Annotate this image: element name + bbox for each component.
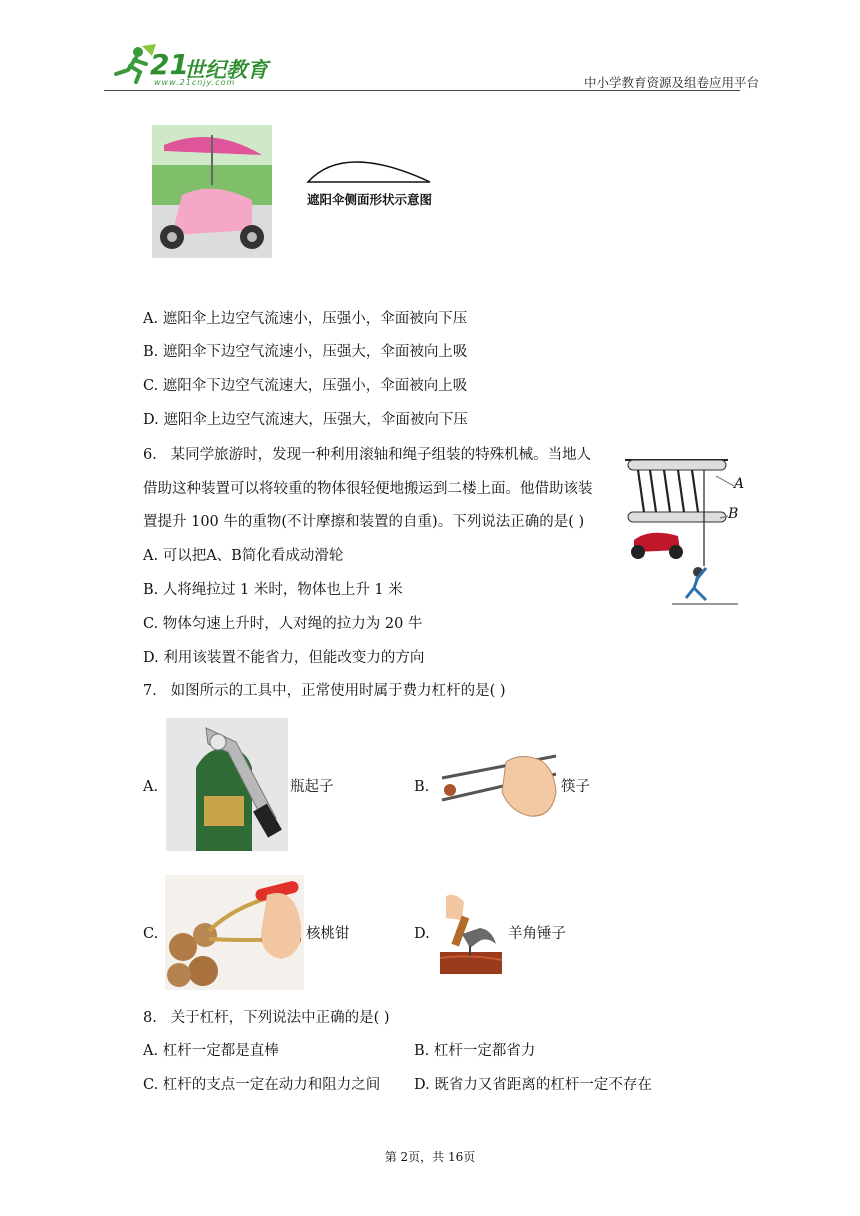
logo-number: 21 xyxy=(150,48,189,81)
q6-stem-line-3: 置提升 100 牛的重物(不计摩擦和装置的自重)。下列说法正确的是( ) xyxy=(143,514,585,530)
q8-stem xyxy=(143,1008,390,1028)
logo-url: www.21cnjy.com xyxy=(154,78,236,87)
claw-hammer-figure xyxy=(440,892,504,974)
q6-option-c xyxy=(143,614,422,634)
q6-option-b xyxy=(143,580,403,600)
q7-option-c-label: 核桃钳 xyxy=(306,926,350,942)
q7-option-d-label: 羊角锤子 xyxy=(508,926,566,942)
q7-text: 如图所示的工具中，正常使用时属于费力杠杆的是( ) xyxy=(170,683,506,699)
option-letter: D. xyxy=(414,1077,430,1093)
umbrella-profile-diagram xyxy=(304,148,434,186)
option-letter: B. xyxy=(143,582,159,598)
option-letter: A. xyxy=(143,311,159,327)
option-text: 人将绳拉过 1 米时，物体也上升 1 米 xyxy=(162,582,403,598)
q5-option-c xyxy=(143,376,467,396)
scooter-umbrella-photo xyxy=(152,125,272,258)
option-text: 杠杆的支点一定在动力和阻力之间 xyxy=(162,1077,381,1093)
q8-text: 关于杠杆，下列说法中正确的是( ) xyxy=(170,1010,390,1026)
q7-option-b-letter: B. xyxy=(414,779,430,795)
option-letter: B. xyxy=(143,344,159,360)
q7-option-a-letter: A. xyxy=(143,779,159,795)
q8-option-a xyxy=(143,1041,279,1061)
figure-label-b: B xyxy=(728,506,739,522)
header-platform: 中小学教育资源及组卷应用平台 xyxy=(584,75,760,90)
option-text: 可以把A、B简化看成动滑轮 xyxy=(162,548,344,564)
option-text: 杠杆一定都是直棒 xyxy=(162,1043,279,1059)
option-text: 既省力又省距离的杠杆一定不存在 xyxy=(434,1077,652,1093)
q7-option-b-label: 筷子 xyxy=(561,779,590,795)
option-letter: B. xyxy=(414,1043,430,1059)
option-text: 遮阳伞上边空气流速小，压强小，伞面被向下压 xyxy=(162,311,468,327)
option-letter: C. xyxy=(143,1077,159,1093)
q6-option-a xyxy=(143,546,343,566)
option-text: 物体匀速上升时，人对绳的拉力为 20 牛 xyxy=(162,616,423,632)
question-number: 7. xyxy=(143,683,157,699)
option-letter: A. xyxy=(143,548,159,564)
roller-machine-figure xyxy=(620,436,745,606)
question-number: 8. xyxy=(143,1010,157,1026)
q8-option-d xyxy=(414,1075,652,1095)
logo-text: 世纪教育 xyxy=(184,58,268,82)
q5-option-a xyxy=(143,309,467,329)
q8-option-c xyxy=(143,1075,380,1095)
q7-option-d-letter: D. xyxy=(414,926,430,942)
option-text: 遮阳伞上边空气流速大，压强大，伞面被向下压 xyxy=(163,412,468,428)
q7-stem xyxy=(143,681,506,701)
umbrella-diagram-caption: 遮阳伞侧面形状示意图 xyxy=(307,192,433,207)
q7-option-a-label: 瓶起子 xyxy=(290,779,334,795)
option-text: 遮阳伞下边空气流速小，压强大，伞面被向上吸 xyxy=(162,344,468,360)
header-divider xyxy=(104,90,740,91)
q6-stem-line-1 xyxy=(143,445,591,465)
option-text: 遮阳伞下边空气流速大，压强小，伞面被向上吸 xyxy=(162,378,468,394)
figure-label-a: A xyxy=(734,476,745,492)
q5-option-d xyxy=(143,410,468,430)
q7-option-c-letter: C. xyxy=(143,926,159,942)
q6-option-d xyxy=(143,648,424,668)
option-letter: D. xyxy=(143,412,159,428)
option-letter: A. xyxy=(143,1043,159,1059)
option-text: 利用该装置不能省力，但能改变力的方向 xyxy=(163,650,425,666)
question-number: 6. xyxy=(143,447,157,463)
option-letter: C. xyxy=(143,378,159,394)
nutcracker-photo xyxy=(165,875,304,990)
page-number: 第 2页，共 16页 xyxy=(384,1150,476,1164)
bottle-opener-photo xyxy=(166,718,288,851)
option-text: 杠杆一定都省力 xyxy=(433,1043,536,1059)
chopsticks-figure xyxy=(440,752,558,820)
q6-stem-line-2: 借助这种装置可以将较重的物体很轻便地搬运到二楼上面。他借助该装 xyxy=(143,481,593,497)
q6-text: 某同学旅游时，发现一种利用滚轴和绳子组装的特殊机械。当地人 xyxy=(170,447,592,463)
q8-option-b xyxy=(414,1041,535,1061)
q5-option-b xyxy=(143,342,467,362)
option-letter: D. xyxy=(143,650,159,666)
option-letter: C. xyxy=(143,616,159,632)
